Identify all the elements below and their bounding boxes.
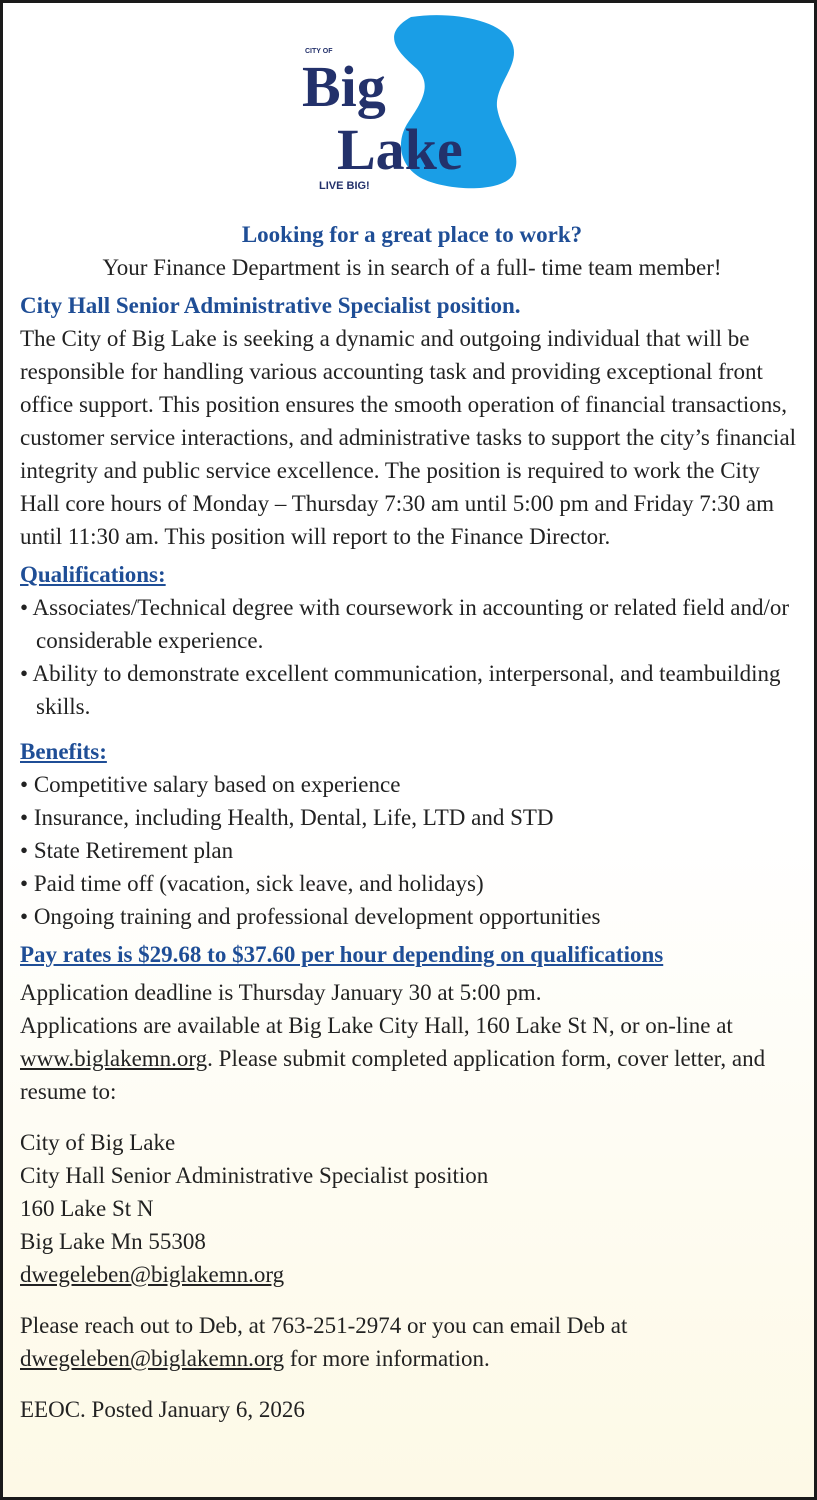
address-line: 160 Lake St N (20, 1196, 154, 1221)
benefits-list (20, 768, 804, 933)
posting-body (20, 218, 804, 1426)
list-item: • Paid time off (vacation, sick leave, and holidays) (20, 867, 804, 900)
address-line: Big Lake Mn 55308 (20, 1229, 206, 1254)
list-item: • Ability to demonstrate excellent communication, interpersonal, and teambuilding skills. (20, 657, 804, 723)
subheadline: Your Finance Department is in search of a full- time team member! (102, 255, 722, 280)
logo-name-bottom: Lake (337, 117, 463, 182)
list-item: • Ongoing training and professional development opportunities (20, 900, 804, 933)
qualifications-list (20, 591, 804, 723)
headline: Looking for a great place to work? (241, 222, 583, 247)
big-lake-logo (299, 11, 529, 191)
contact-text: Please reach out to Deb, at 763-251-2974 or you can email Deb at (20, 1313, 628, 1338)
logo-city-of: CITY OF (305, 48, 333, 55)
qualifications-heading: Qualifications: (20, 562, 166, 587)
position-title: City Hall Senior Administrative Specialist position. (20, 293, 521, 318)
pay-rates: Pay rates is $29.68 to $37.60 per hour depending on qualifications (20, 942, 664, 967)
list-item: • Insurance, including Health, Dental, Life, LTD and STD (20, 801, 804, 834)
list-item: • State Retirement plan (20, 834, 804, 867)
contact-text-end: for more information. (284, 1346, 490, 1371)
contact-email-link[interactable]: dwegeleben@biglakemn.org (20, 1346, 285, 1371)
list-item: • Competitive salary based on experience (20, 768, 804, 801)
application-deadline: Application deadline is Thursday January 30 at 5:00 pm. (20, 980, 542, 1005)
list-item: • Associates/Technical degree with coursework in accounting or related field and/or considerable experience. (20, 591, 804, 657)
website-link[interactable]: www.biglakemn.org (20, 1046, 208, 1071)
contact-info (20, 1309, 804, 1375)
position-description: The City of Big Lake is seeking a dynamic and outgoing individual that will be responsible for handling various accounting task and providing exceptional front office support. This position ensures the smooth operation of financial transactions, customer service interactions, and administrative tasks to support the city’s financial integrity and public service excellence. The position is required to work the City Hall core hours of Monday – Thursday 7:30 am until 5:00 pm and Friday 7:30 am until 11:30 am. This position will report to the Finance Director. (20, 326, 797, 549)
application-submit-text: . Please submit completed application form, cover letter, and resume to: (20, 1046, 766, 1104)
address-line: City Hall Senior Administrative Specialist position (20, 1163, 489, 1188)
address-email-link[interactable]: dwegeleben@biglakemn.org (20, 1262, 285, 1287)
logo-tagline: LIVE BIG! (319, 180, 370, 191)
footer-note: EEOC. Posted January 6, 2026 (20, 1397, 305, 1422)
mailing-address (20, 1126, 804, 1291)
address-line: City of Big Lake (20, 1130, 176, 1155)
benefits-heading: Benefits: (20, 739, 107, 764)
application-intro: Applications are available at Big Lake City Hall, 160 Lake St N, or on-line at (20, 1013, 733, 1038)
logo-name-top: Big (302, 54, 386, 119)
application-instructions (20, 1009, 804, 1108)
